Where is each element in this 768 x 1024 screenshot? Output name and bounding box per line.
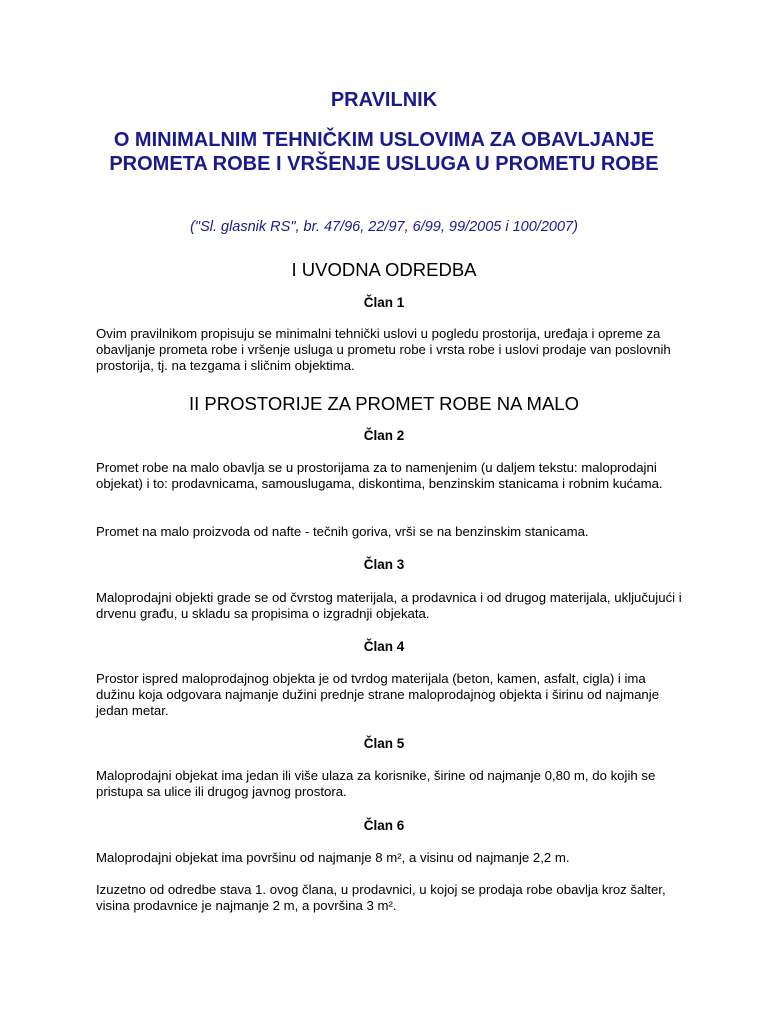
document-title: PRAVILNIK bbox=[330, 89, 438, 111]
article-4-paragraph-1: Prostor ispred maloprodajnog objekta je od tvrdog materijala (beton, kamen, asfalt, cigla) i ima dužinu koja odgovara najmanje dužini prednje strane maloprodajnog objekta i širinu od najmanje jedan metar. bbox=[96, 671, 660, 718]
article-heading-5: Član 5 bbox=[363, 736, 405, 751]
article-2-paragraph-1: Promet robe na malo obavlja se u prostorijama za to namenjenim (u daljem tekstu: maloprodajni objekat) i to: prodavnicama, samouslugama, diskontima, benzinskim stanicama i robnim kućama. bbox=[96, 460, 663, 491]
section-heading-2: II PROSTORIJE ZA PROMET ROBE NA MALO bbox=[189, 393, 579, 414]
article-2-paragraph-2: Promet na malo proizvoda od nafte - tečnih goriva, vrši se na benzinskim stanicama. bbox=[96, 524, 589, 539]
article-6-paragraph-2: Izuzetno od odredbe stava 1. ovog člana, u prodavnici, u kojoj se prodaja robe obavlja kroz šalter, visina prodavnice je najmanje 2 m, a površina 3 m². bbox=[96, 882, 666, 913]
article-heading-4: Član 4 bbox=[363, 639, 405, 654]
article-5-paragraph-1: Maloprodajni objekat ima jedan ili više ulaza za korisnike, širine od najmanje 0,80 m, do kojih se pristupa sa ulice ili drugog javnog prostora. bbox=[96, 768, 656, 799]
article-3-paragraph-1: Maloprodajni objekti grade se od čvrstog materijala, a prodavnica i od drugog materijala, uključujući i drvenu građu, u skladu sa propisima o izgradnji objekata. bbox=[96, 590, 682, 621]
article-heading-2: Član 2 bbox=[363, 428, 405, 443]
section-heading-1: I UVODNA ODREDBA bbox=[291, 259, 477, 280]
gazette-reference: ("Sl. glasnik RS", br. 47/96, 22/97, 6/99, 99/2005 i 100/2007) bbox=[190, 219, 578, 235]
document-subtitle: O MINIMALNIM TEHNIČKIM USLOVIMA ZA OBAVLJANJE PROMETA ROBE I VRŠENJE USLUGA U PROMETU ROBE bbox=[109, 129, 659, 175]
article-6-paragraph-1: Maloprodajni objekat ima površinu od najmanje 8 m², a visinu od najmanje 2,2 m. bbox=[96, 850, 570, 865]
article-heading-3: Član 3 bbox=[363, 557, 405, 572]
article-heading-6: Član 6 bbox=[363, 818, 405, 833]
article-heading-1: Član 1 bbox=[363, 295, 405, 310]
article-1-paragraph-1: Ovim pravilnikom propisuju se minimalni tehnički uslovi u pogledu prostorija, uređaja i opreme za obavljanje prometa robe i vršenje usluga u prometu robe i vrsta robe i uslovi prodaje van poslovnih prostorija, tj. na tezgama i sličnim objektima. bbox=[96, 326, 671, 373]
